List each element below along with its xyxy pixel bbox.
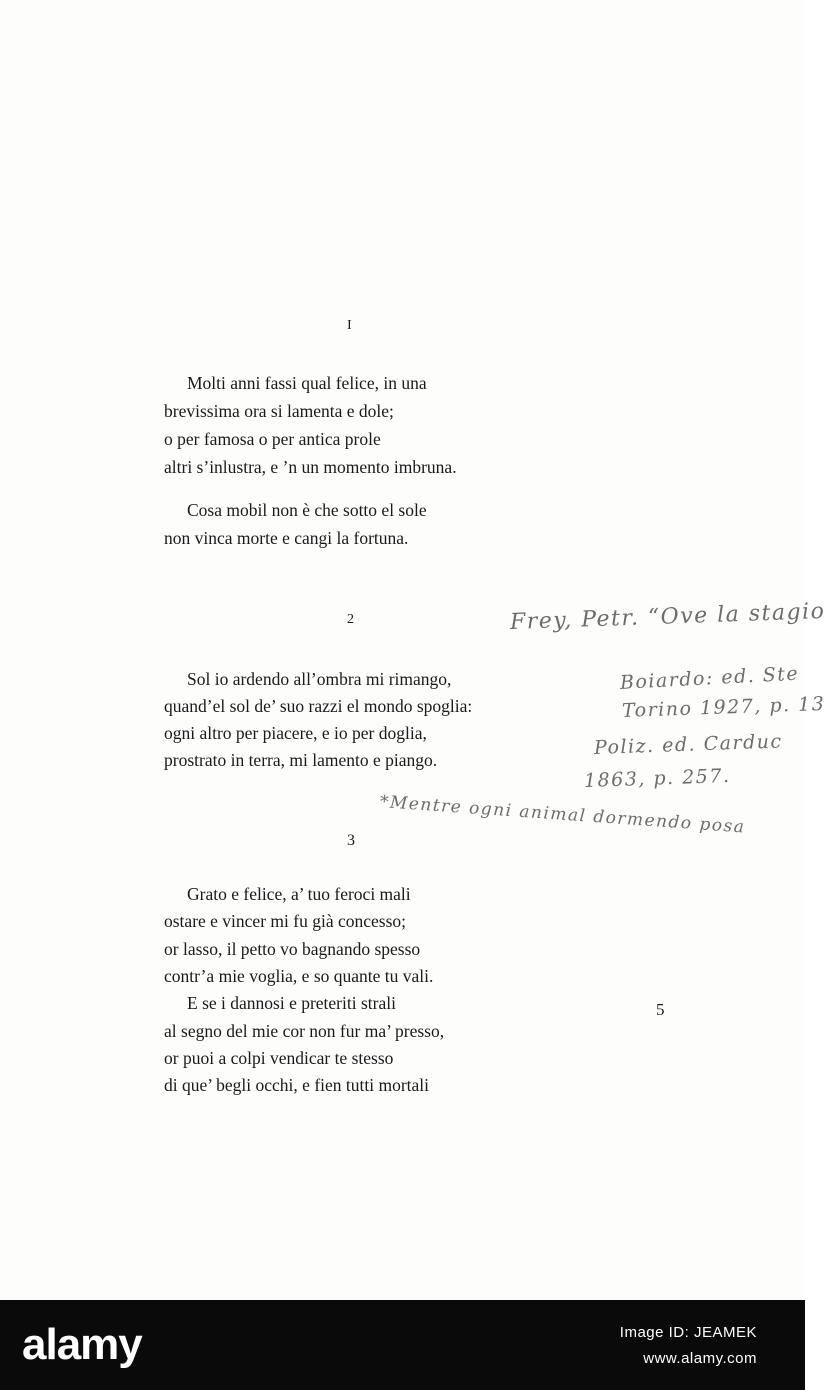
handwritten-note-5: 1863, p. 257. <box>583 764 731 792</box>
poem-2-line-4: prostrato in terra, mi lamento e piango. <box>164 750 438 770</box>
poem-2-line-3: ogni altro per piacere, e io per doglia, <box>164 723 427 743</box>
poem-3-line-2: ostare e vincer mi fu già concesso; <box>164 911 406 931</box>
poem-number-1: I <box>347 318 353 333</box>
poem-3-line-4: contr’a mie voglia, e so quante tu vali. <box>164 966 434 986</box>
handwritten-note-4: Poliz. ed. Carduc <box>593 730 783 759</box>
image-id-label: Image ID: JEAMEK <box>619 1324 757 1341</box>
poem-number-2: 2 <box>347 612 355 627</box>
poem-2-line-1: Sol io ardendo all’ombra mi rimango, <box>187 669 452 689</box>
line-number-marker: 5 <box>656 1000 665 1019</box>
poem-3-line-8: di que’ begli occhi, e fien tutti mortali <box>164 1075 430 1095</box>
poem-3-line-1: Grato e felice, a’ tuo feroci mali <box>187 884 411 904</box>
poem-1-line-4: altri s’inlustra, e ’n un momento imbruna. <box>164 457 457 477</box>
poem-3-line-5: E se i dannosi e preteriti strali <box>187 993 396 1013</box>
poem-1-line-2: brevissima ora si lamenta e dole; <box>164 401 394 421</box>
poem-3-line-7: or puoi a colpi vendicar te stesso <box>164 1048 394 1068</box>
source-url: www.alamy.com <box>643 1350 757 1367</box>
handwritten-note-1: Frey, Petr. “Ove la stagio <box>509 598 826 635</box>
poem-1-line-6: non vinca morte e cangi la fortuna. <box>164 528 409 548</box>
poem-1-line-3: o per famosa o per antica prole <box>164 429 381 449</box>
poem-number-3: 3 <box>347 832 356 849</box>
poem-1-line-5: Cosa mobil non è che sotto el sole <box>187 500 427 520</box>
handwritten-note-2: Boiardo: ed. Ste <box>619 662 800 694</box>
handwritten-note-3: Torino 1927, p. 13 <box>621 692 826 722</box>
poem-3-line-6: al segno del mie cor non fur ma’ presso, <box>164 1021 445 1041</box>
watermark-banner <box>0 1300 805 1390</box>
handwritten-note-6: *Mentre ogni animal dormendo posa <box>379 792 747 838</box>
poem-1-line-1: Molti anni fassi qual felice, in una <box>187 373 427 393</box>
poem-2-line-2: quand’el sol de’ suo razzi el mondo spoglia: <box>164 696 473 716</box>
alamy-logo: alamy <box>22 1320 142 1369</box>
poem-3-line-3: or lasso, il petto vo bagnando spesso <box>164 939 421 959</box>
